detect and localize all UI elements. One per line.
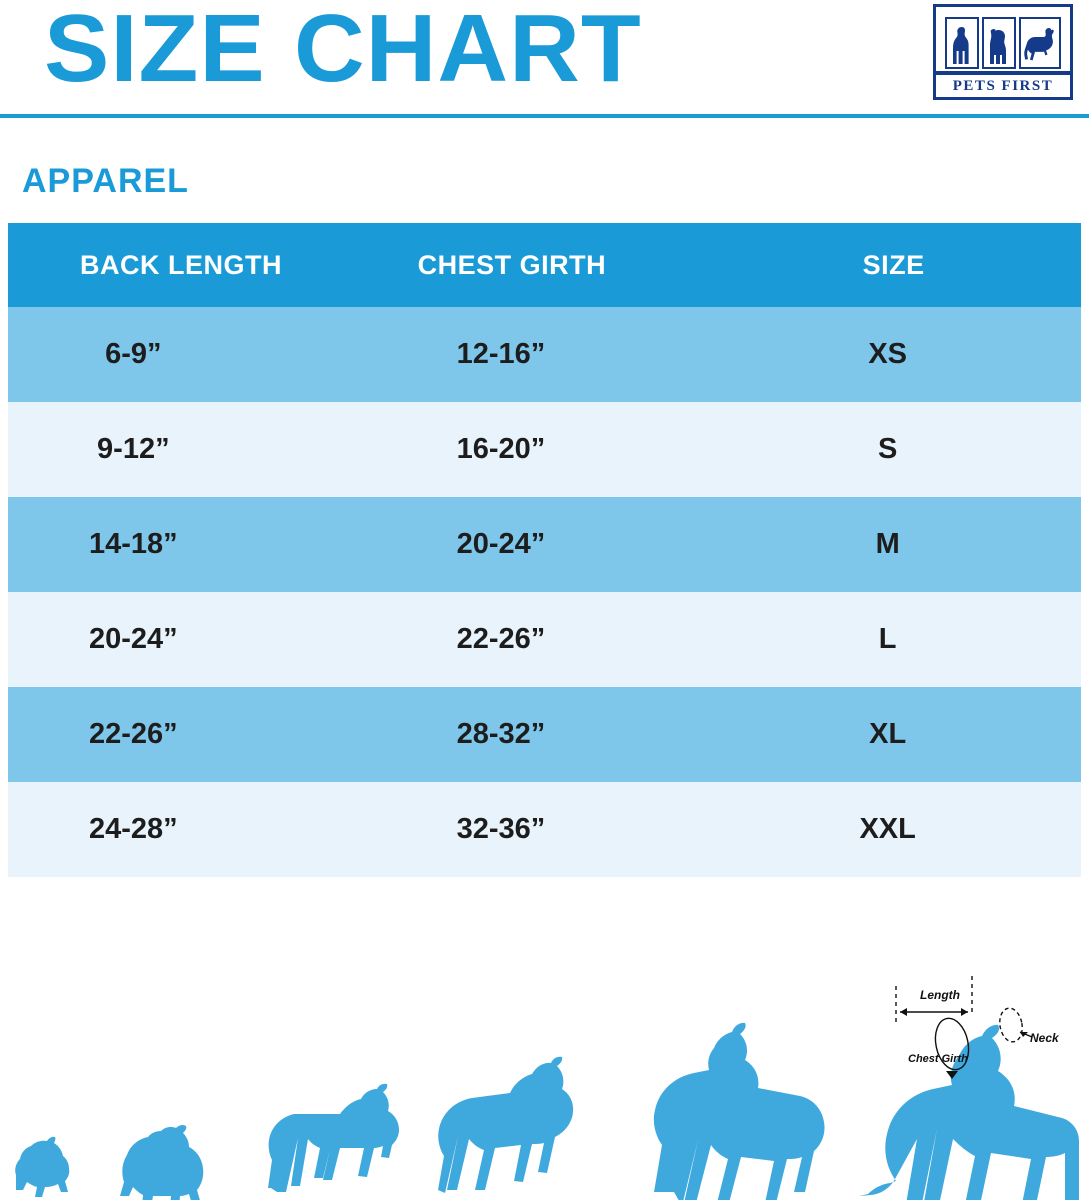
cell-back-length: 22-26” — [8, 687, 366, 782]
diagram-label-chest-girth: Chest Girth — [908, 1053, 968, 1065]
dog-silhouette-xl — [654, 1023, 825, 1200]
dog-silhouette-l — [438, 1057, 573, 1193]
cell-back-length: 6-9” — [8, 307, 366, 402]
logo-brand-name: PETS FIRST — [952, 78, 1054, 94]
table-row — [8, 497, 1081, 592]
cell-chest-girth: 16-20” — [366, 402, 724, 497]
cell-back-length: 9-12” — [8, 402, 366, 497]
dog-silhouette-s — [120, 1125, 203, 1200]
cell-size: XS — [723, 307, 1081, 402]
size-chart-table — [8, 223, 1081, 877]
column-header-chest-girth: CHEST GIRTH — [366, 223, 724, 307]
cell-size: L — [723, 592, 1081, 687]
cell-size: M — [723, 497, 1081, 592]
cell-chest-girth: 12-16” — [366, 307, 724, 402]
dog-silhouette-xxl-with-diagram — [859, 976, 1079, 1200]
cell-back-length: 24-28” — [8, 782, 366, 877]
cell-chest-girth: 22-26” — [366, 592, 724, 687]
cell-size: XXL — [723, 782, 1081, 877]
cell-size: S — [723, 402, 1081, 497]
column-header-back-length: BACK LENGTH — [8, 223, 366, 307]
three-dogs-logo-icon — [945, 7, 1061, 69]
brand-logo — [933, 4, 1073, 100]
cell-back-length: 20-24” — [8, 592, 366, 687]
cell-chest-girth: 20-24” — [366, 497, 724, 592]
table-row — [8, 782, 1081, 877]
section-title: APPAREL — [22, 162, 189, 200]
cell-chest-girth: 32-36” — [366, 782, 724, 877]
cell-chest-girth: 28-32” — [366, 687, 724, 782]
diagram-label-neck: Neck — [1030, 1031, 1059, 1045]
logo-divider — [936, 71, 1070, 75]
table-row — [8, 592, 1081, 687]
page-header — [0, 0, 1089, 118]
dog-silhouettes-illustration — [0, 970, 1089, 1200]
dog-silhouette-m — [268, 1084, 399, 1192]
header-divider — [0, 114, 1089, 118]
dog-silhouette-xs — [15, 1137, 69, 1197]
cell-back-length: 14-18” — [8, 497, 366, 592]
cell-size: XL — [723, 687, 1081, 782]
column-header-size: SIZE — [723, 223, 1081, 307]
page-title: SIZE CHART — [44, 0, 642, 102]
table-header-row — [8, 223, 1081, 307]
table-row — [8, 687, 1081, 782]
table-row — [8, 307, 1081, 402]
diagram-label-length: Length — [920, 988, 960, 1002]
table-row — [8, 402, 1081, 497]
